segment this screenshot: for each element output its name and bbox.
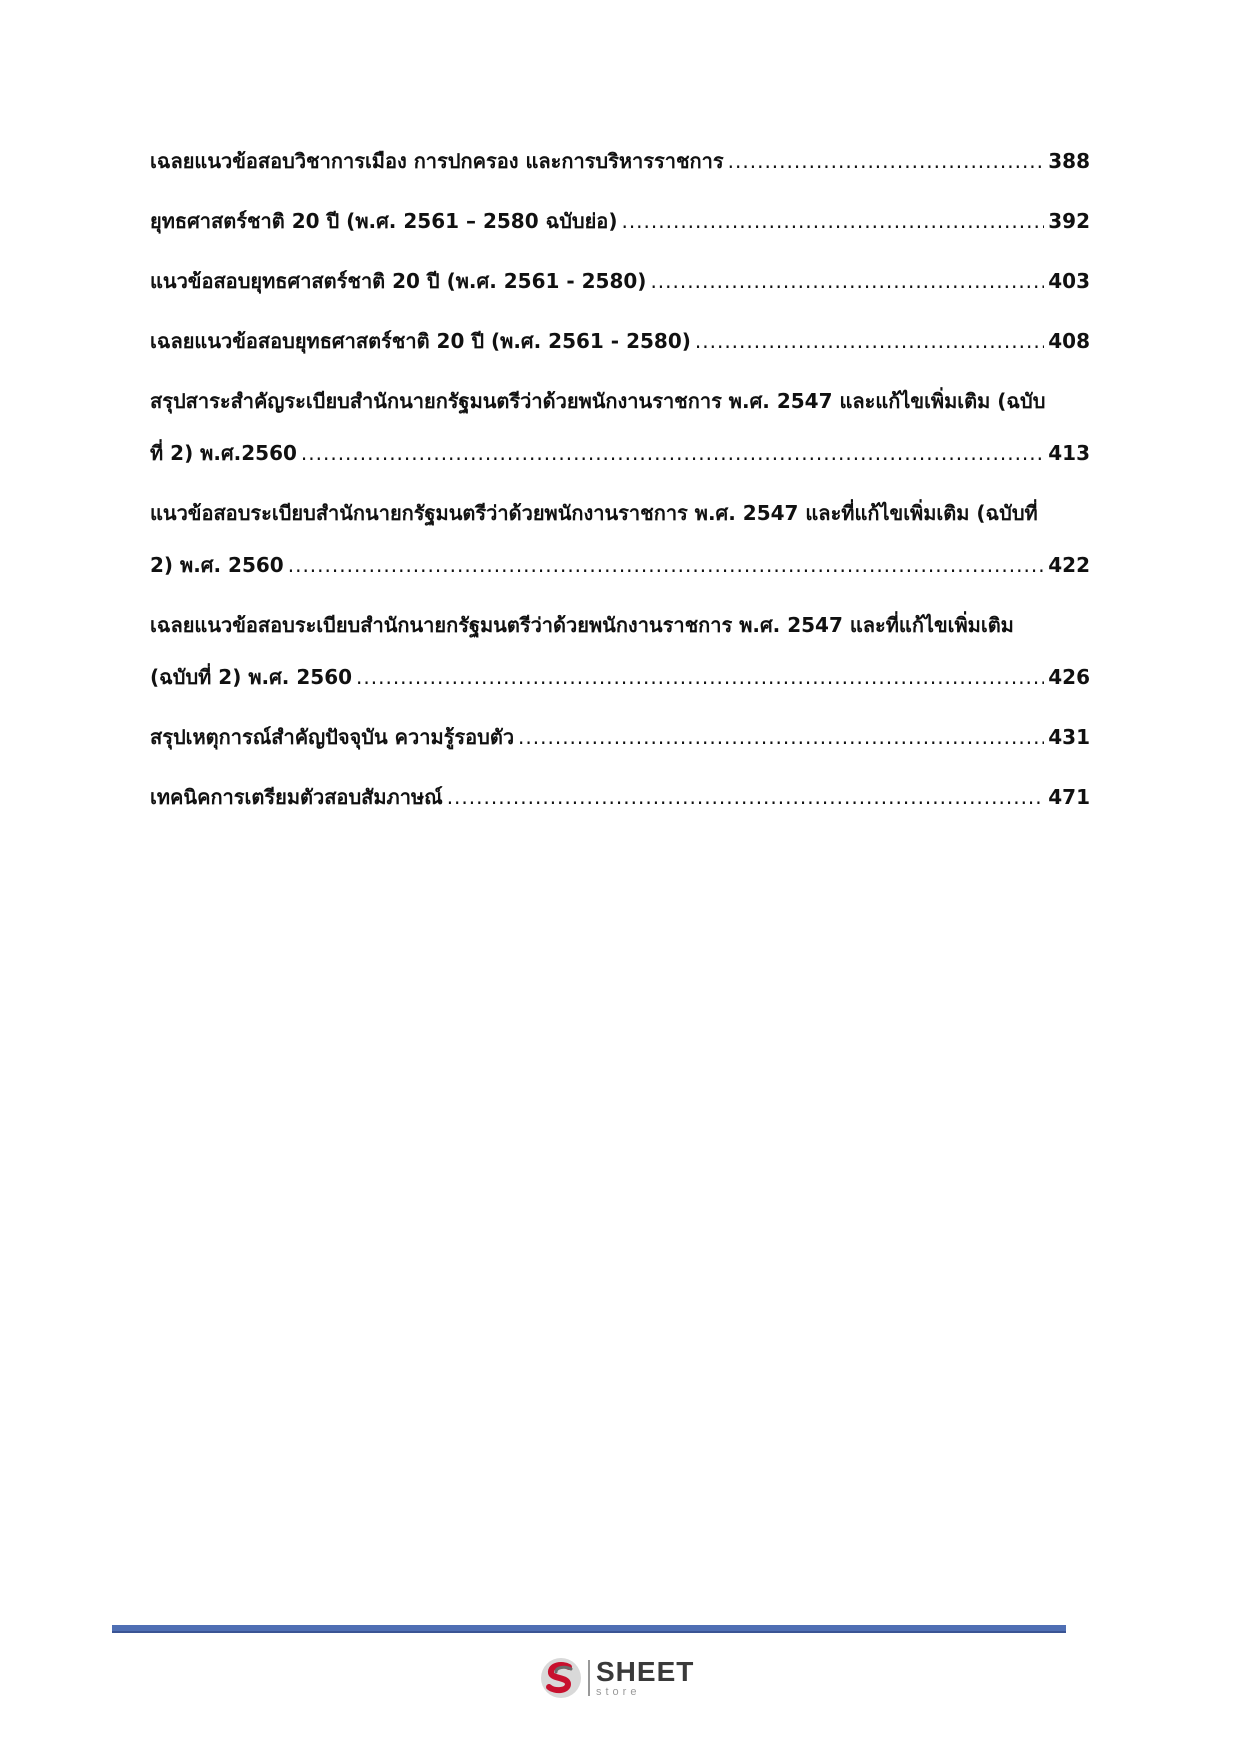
logo-divider (588, 1660, 590, 1696)
toc-entry-title: 2) พ.ศ. 2560 (150, 553, 284, 577)
toc-entry-title-line1 (150, 610, 1090, 640)
table-of-contents (150, 146, 1090, 842)
toc-entry-title: ที่ 2) พ.ศ.2560 (150, 441, 297, 465)
toc-leader-dots (288, 550, 1045, 580)
toc-leader-dots (650, 266, 1044, 296)
toc-entry-line (150, 146, 1090, 176)
toc-entry[interactable] (150, 266, 1090, 296)
toc-leader-dots (301, 438, 1044, 468)
footer-logo (538, 1655, 694, 1701)
toc-entry-page: 413 (1048, 441, 1090, 465)
logo-subword: store (596, 1686, 641, 1698)
toc-leader-dots (356, 662, 1044, 692)
toc-entry-line (150, 206, 1090, 236)
toc-entry[interactable] (150, 782, 1090, 812)
toc-entry-title: สรุปเหตุการณ์สำคัญปัจจุบัน ความรู้รอบตัว (150, 725, 515, 749)
toc-entry-title-first-line: แนวข้อสอบระเบียบสำนักนายกรัฐมนตรีว่าด้วยพนักงานราชการ พ.ศ. 2547 และที่แก้ไขเพิ่มเติม (ฉบับที่ (150, 501, 1038, 525)
toc-entry-title: ยุทธศาสตร์ชาติ 20 ปี (พ.ศ. 2561 – 2580 ฉบับย่อ) (150, 209, 618, 233)
toc-entry-line (150, 326, 1090, 356)
toc-entry-title: เฉลยแนวข้อสอบวิชาการเมือง การปกครอง และการบริหารราชการ (150, 149, 724, 173)
toc-leader-dots (447, 782, 1045, 812)
toc-entry-page: 426 (1048, 665, 1090, 689)
logo-word: SHEET (596, 1656, 695, 1687)
toc-entry-title-line1 (150, 498, 1090, 528)
toc-entry-page: 422 (1048, 553, 1090, 577)
footer-divider-bar (112, 1625, 1066, 1633)
toc-entry-page: 388 (1048, 149, 1090, 173)
toc-entry-line (150, 782, 1090, 812)
toc-entry[interactable] (150, 146, 1090, 176)
toc-entry-title: แนวข้อสอบยุทธศาสตร์ชาติ 20 ปี (พ.ศ. 2561 - 2580) (150, 269, 647, 293)
toc-entry-title-first-line: สรุปสาระสำคัญระเบียบสำนักนายกรัฐมนตรีว่าด้วยพนักงานราชการ พ.ศ. 2547 และแก้ไขเพิ่มเติม (ฉบับ (150, 389, 1046, 413)
toc-leader-dots (728, 146, 1045, 176)
toc-entry[interactable] (150, 326, 1090, 356)
sheet-store-logo-icon (538, 1655, 584, 1701)
toc-entry[interactable] (150, 498, 1090, 580)
toc-entry-title: (ฉบับที่ 2) พ.ศ. 2560 (150, 665, 353, 689)
toc-entry-title: เฉลยแนวข้อสอบยุทธศาสตร์ชาติ 20 ปี (พ.ศ. 2561 - 2580) (150, 329, 691, 353)
toc-leader-dots (695, 326, 1044, 356)
toc-entry-page: 392 (1048, 209, 1090, 233)
toc-leader-dots (621, 206, 1044, 236)
toc-entry-title-line1 (150, 386, 1090, 416)
logo-wordmark (596, 1658, 694, 1698)
toc-leader-dots (518, 722, 1044, 752)
toc-entry[interactable] (150, 722, 1090, 752)
toc-entry-line (150, 438, 1090, 468)
toc-entry-page: 431 (1048, 725, 1090, 749)
toc-entry[interactable] (150, 206, 1090, 236)
toc-entry[interactable] (150, 386, 1090, 468)
toc-entry-page: 403 (1048, 269, 1090, 293)
toc-entry-line (150, 662, 1090, 692)
toc-entry-line (150, 550, 1090, 580)
toc-entry-line (150, 266, 1090, 296)
toc-entry-page: 471 (1048, 785, 1090, 809)
toc-entry-title-first-line: เฉลยแนวข้อสอบระเบียบสำนักนายกรัฐมนตรีว่าด้วยพนักงานราชการ พ.ศ. 2547 และที่แก้ไขเพิ่มเติม (150, 613, 1014, 637)
toc-entry-line (150, 722, 1090, 752)
toc-entry-title: เทคนิคการเตรียมตัวสอบสัมภาษณ์ (150, 785, 443, 809)
toc-entry-page: 408 (1048, 329, 1090, 353)
toc-entry[interactable] (150, 610, 1090, 692)
